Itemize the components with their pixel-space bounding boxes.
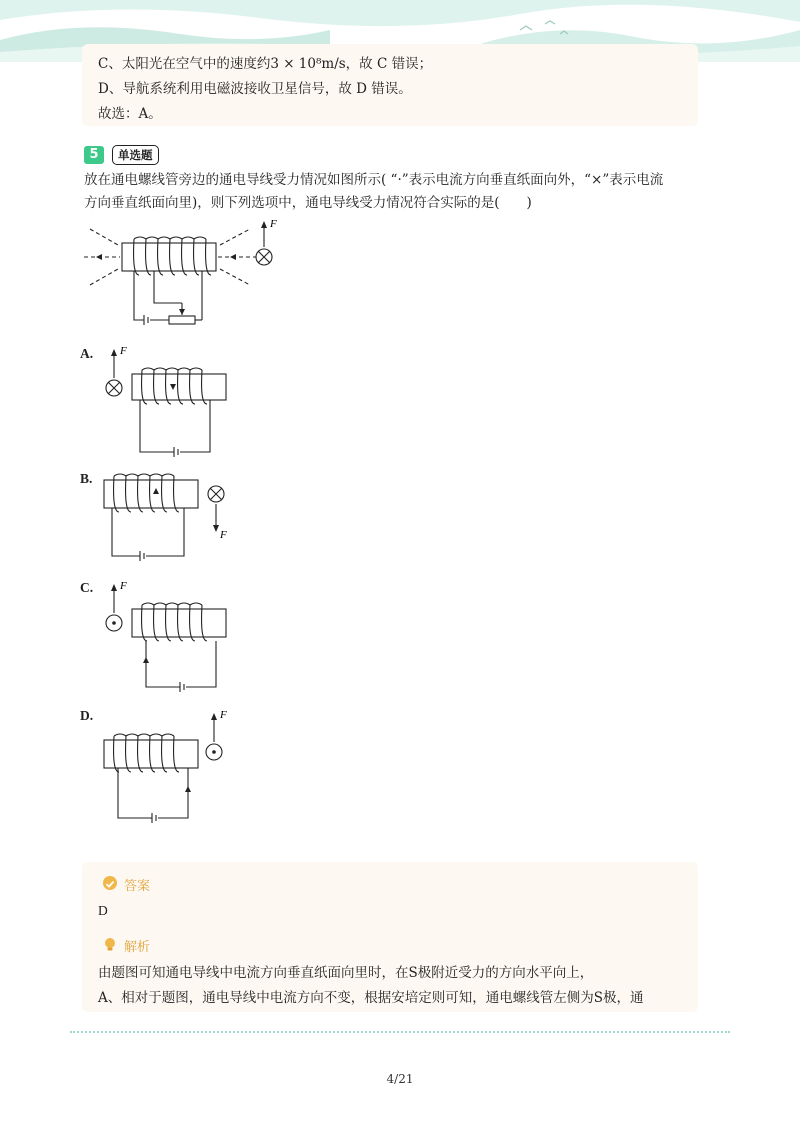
main-figure xyxy=(84,215,284,333)
option-c-letter[interactable]: C. xyxy=(80,580,94,595)
option-a-figure xyxy=(100,340,230,465)
previous-line-c: C、太阳光在空气中的速度约3 × 10⁸m/s，故 C 错误； xyxy=(98,56,433,72)
dotted-divider xyxy=(70,1031,730,1033)
main-force-label: F xyxy=(270,218,277,230)
answer-label: 答案 xyxy=(124,879,151,894)
question-number-badge: 5 xyxy=(84,146,104,164)
option-d-letter[interactable]: D. xyxy=(80,708,94,723)
question-stem-line2: 方向垂直纸面向里)，则下列选项中，通电导线受力情况符合实际的是( ) xyxy=(84,195,532,211)
option-d-force-label: F xyxy=(220,709,227,721)
page-number: 4/21 xyxy=(386,1072,414,1086)
option-d-figure xyxy=(100,702,240,828)
analysis-line2: A、相对于题图，通电导线中电流方向不变，根据安培定则可知，通电螺线管左侧为S极，通 xyxy=(98,990,644,1006)
option-c-figure xyxy=(100,575,230,695)
previous-line-d: D、导航系统利用电磁波接收卫星信号，故 D 错误。 xyxy=(98,81,412,97)
answer-value: D xyxy=(98,903,108,918)
option-a-letter[interactable]: A. xyxy=(80,346,94,361)
analysis-line1: 由题图可知通电导线中电流方向垂直纸面向里时，在S极附近受力的方向水平向上， xyxy=(98,965,594,981)
question-stem-line1: 放在通电螺线管旁边的通电导线受力情况如图所示( “·”表示电流方向垂直纸面向外，“×”表示电流 xyxy=(84,172,664,188)
analysis-label: 解析 xyxy=(124,940,151,955)
previous-select: 故选：A。 xyxy=(98,106,162,122)
option-a-force-label: F xyxy=(120,345,127,357)
option-b-force-label: F xyxy=(220,529,227,541)
check-icon xyxy=(103,876,117,890)
option-b-figure xyxy=(100,466,240,566)
option-c-force-label: F xyxy=(120,580,127,592)
option-b-letter[interactable]: B. xyxy=(80,471,93,486)
question-type-tag: 单选题 xyxy=(112,145,159,165)
lightbulb-icon xyxy=(103,937,117,951)
